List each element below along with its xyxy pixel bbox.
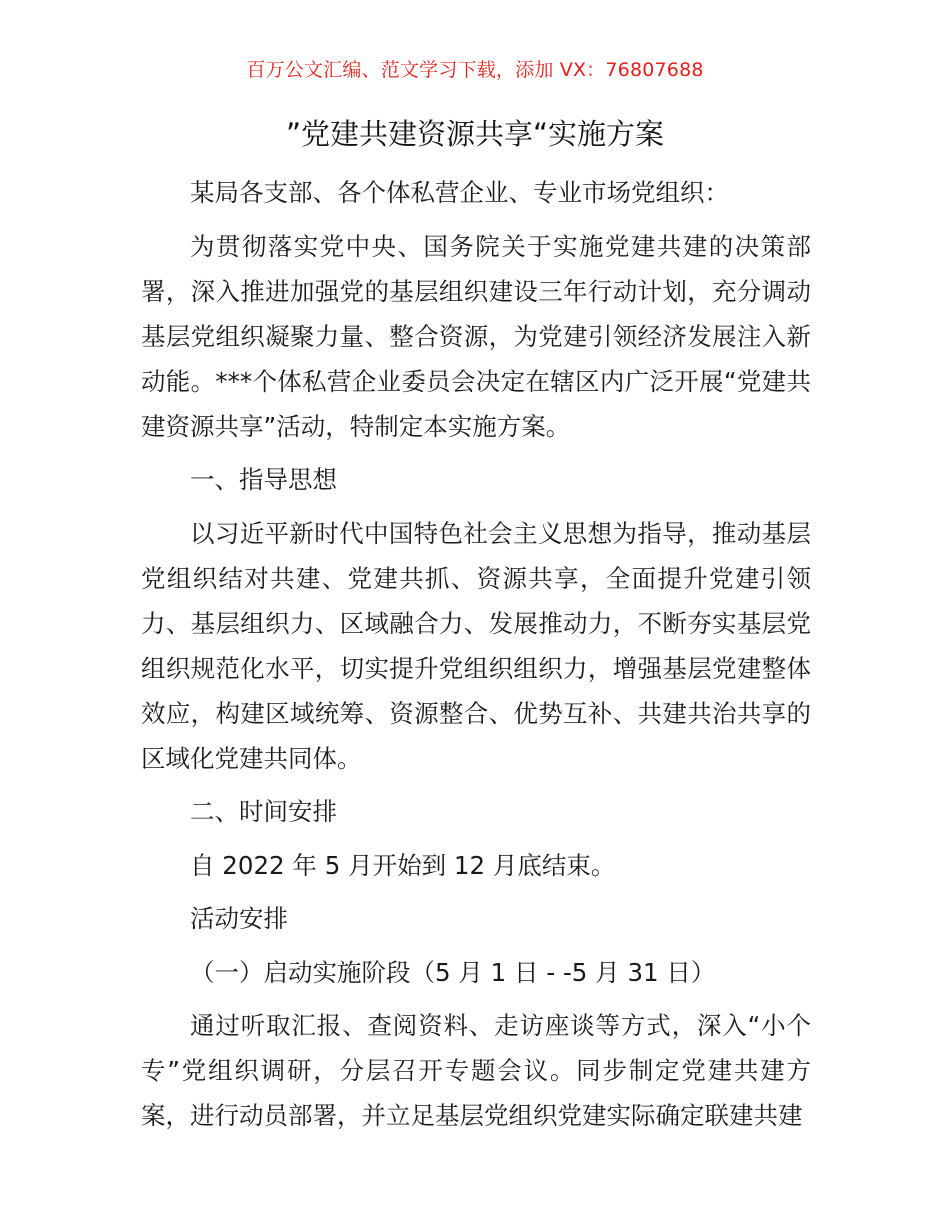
salutation: 某局各支部、各个体私营企业、专业市场党组织：	[190, 178, 729, 207]
document-title: ”党建共建资源共享“实施方案	[285, 117, 665, 151]
schedule-paragraph: 自 2022 年 5 月开始到 12 月底结束。	[190, 850, 616, 880]
section-heading-schedule: 二、时间安排	[190, 797, 337, 826]
launch-phase-paragraph: 通过听取汇报、查阅资料、走访座谈等方式，深入“小个专”党组织调研，分层召开专题会议。同步制定党建共建方案，进行动员部署，并立足基层党组织党建实际确定联建共建	[141, 1011, 811, 1130]
guiding-ideology-paragraph: 以习近平新时代中国特色社会主义思想为指导，推动基层党组织结对共建、党建共抓、资源共享，全面提升党建引领力、基层组织力、区域融合力、发展推动力，不断夯实基层党组织规范化水平，切实提升党组织组织力，增强基层党建整体效应，构建区域统筹、资源整合、优势互补、共建共治共享的区域化党建共同体。	[141, 518, 811, 773]
document-body	[141, 170, 811, 1147]
subsection-heading-launch-phase: （一）启动实施阶段（5 月 1 日 - -5 月 31 日）	[190, 957, 716, 987]
section-heading-activities: 活动安排	[190, 904, 288, 933]
intro-paragraph: 为贯彻落实党中央、国务院关于实施党建共建的决策部署，深入推进加强党的基层组织建设三年行动计划，充分调动基层党组织凝聚力量、整合资源，为党建引领经济发展注入新动能。***个体私营企业委员会决定在辖区内广泛开展“党建共建资源共享”活动，特制定本实施方案。	[141, 231, 811, 441]
header-watermark-note: 百万公文汇编、范文学习下载，添加 VX：76807688	[246, 59, 704, 81]
section-heading-guiding-ideology: 一、指导思想	[190, 465, 337, 494]
